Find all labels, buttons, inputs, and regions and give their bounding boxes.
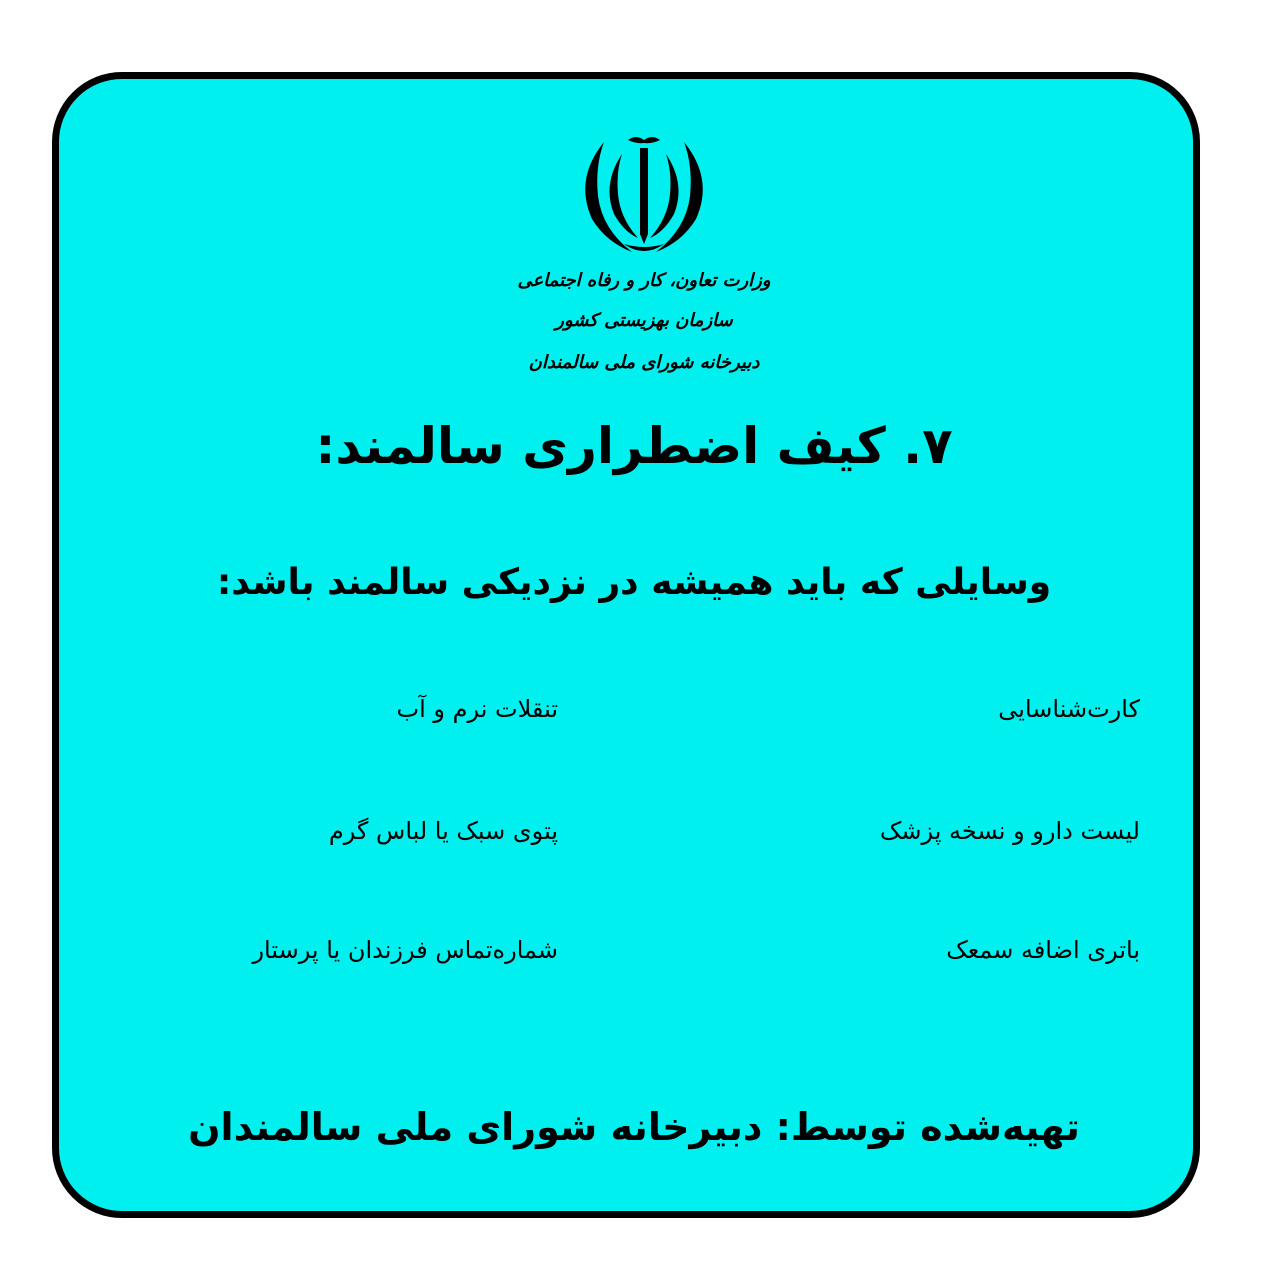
list-item: شماره‌تماس فرزندان یا پرستار: [252, 936, 558, 964]
org-ministry: وزارت تعاون، کار و رفاه اجتماعی: [517, 270, 771, 291]
org-council: دبیرخانه شورای ملی سالمندان: [528, 352, 760, 373]
org-welfare: سازمان بهزیستی کشور: [555, 310, 733, 331]
list-item: لیست دارو و نسخه پزشک: [879, 817, 1140, 845]
iran-emblem-icon: [574, 134, 714, 259]
page-subtitle: وسایلی که باید همیشه در نزدیکی سالمند باشد:: [216, 562, 1052, 603]
list-item: تنقلات نرم و آب: [396, 695, 558, 723]
list-item: پتوی سبک یا لباس گرم: [328, 817, 558, 845]
list-item: باتری اضافه سمعک: [946, 936, 1140, 964]
info-card: [52, 72, 1200, 1218]
list-item: کارت‌شناسایی: [998, 695, 1140, 723]
footer-credit: تهیه‌شده توسط: دبیرخانه شورای ملی سالمندان: [188, 1105, 1080, 1149]
page-title: ۷. کیف اضطراری سالمند:: [315, 417, 953, 475]
